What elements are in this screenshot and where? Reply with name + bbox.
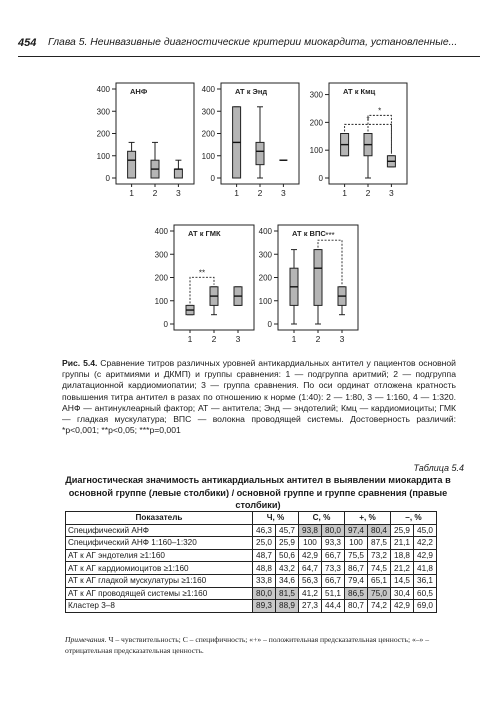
y-tick-label: 100 bbox=[309, 146, 323, 156]
table-cell: 100 bbox=[345, 537, 368, 550]
table-cell: 34,6 bbox=[276, 574, 299, 587]
table-note bbox=[65, 634, 437, 656]
running-title: Глава 5. Неинвазивные диагностические критерии миокардита, установленные... bbox=[48, 37, 458, 48]
table-cell: 86,5 bbox=[345, 587, 368, 600]
x-tick-label: 3 bbox=[176, 188, 181, 198]
table-cell: 14,5 bbox=[391, 574, 414, 587]
row-label: АТ к АГ гладкой мускулатуры ≥1:160 bbox=[66, 574, 253, 587]
table-cell: 66,7 bbox=[322, 549, 345, 562]
table-cell: 46,3 bbox=[253, 524, 276, 537]
figure-caption-label: Рис. 5.4. bbox=[62, 358, 98, 368]
diagnostic-table bbox=[65, 511, 437, 613]
box-1 bbox=[186, 305, 194, 314]
table-cell: 43,2 bbox=[276, 562, 299, 575]
table-row bbox=[66, 600, 437, 613]
table-row bbox=[66, 587, 437, 600]
table-title: Диагностическая значимость антикардиальных антител в выявлении миокардита в основной группе (левые столбики) / основной группе и группе сравнения (правые столбики) bbox=[65, 475, 451, 510]
table-cell: 75,5 bbox=[345, 549, 368, 562]
table-cell: 36,1 bbox=[414, 574, 437, 587]
y-tick-label: 0 bbox=[105, 174, 110, 183]
panel-title: АТ к ВПС bbox=[292, 229, 326, 238]
x-tick-label: 2 bbox=[211, 334, 217, 344]
table-row bbox=[66, 562, 437, 575]
header-rule bbox=[18, 56, 480, 57]
table-cell: 50,6 bbox=[276, 549, 299, 562]
header-specificity: С, % bbox=[299, 512, 345, 525]
y-tick-label: 400 bbox=[154, 227, 168, 236]
table-cell: 80,0 bbox=[253, 587, 276, 600]
box-iqr bbox=[174, 169, 182, 178]
row-label: АТ к АГ проводящей системы ≥1:160 bbox=[66, 587, 253, 600]
table-cell: 56,3 bbox=[299, 574, 322, 587]
table-cell: 30,4 bbox=[391, 587, 414, 600]
panel-title: АНФ bbox=[130, 87, 148, 96]
box-iqr bbox=[128, 151, 136, 178]
table-cell: 81,5 bbox=[276, 587, 299, 600]
box-iqr bbox=[314, 250, 322, 306]
table-cell: 75,0 bbox=[368, 587, 391, 600]
y-tick-label: 300 bbox=[154, 250, 168, 260]
table-cell: 42,9 bbox=[414, 549, 437, 562]
y-tick-label: 200 bbox=[258, 273, 272, 283]
box-3 bbox=[387, 156, 395, 167]
table-cell: 21,1 bbox=[391, 537, 414, 550]
box-1 bbox=[233, 107, 241, 178]
table-row bbox=[66, 574, 437, 587]
boxplot-at-vps bbox=[258, 218, 368, 348]
x-tick-label: 1 bbox=[342, 188, 347, 198]
panel-title: АТ к Энд bbox=[235, 87, 268, 96]
table-cell: 69,0 bbox=[414, 600, 437, 613]
row-label: Кластер 3–8 bbox=[66, 600, 253, 613]
table-cell: 60,5 bbox=[414, 587, 437, 600]
table-note-label: Примечания. bbox=[65, 635, 107, 644]
table-cell: 80,4 bbox=[368, 524, 391, 537]
header-negative-predictive: –, % bbox=[391, 512, 437, 525]
x-tick-label: 2 bbox=[365, 188, 371, 198]
table-cell: 42,9 bbox=[299, 549, 322, 562]
x-tick-label: 1 bbox=[129, 188, 134, 198]
y-tick-label: 300 bbox=[201, 107, 215, 117]
table-cell: 51,1 bbox=[322, 587, 345, 600]
table-row bbox=[66, 537, 437, 550]
y-tick-label: 200 bbox=[96, 129, 110, 139]
table-cell: 42,2 bbox=[414, 537, 437, 550]
table-number: Таблица 5.4 bbox=[413, 463, 464, 473]
x-tick-label: 1 bbox=[187, 334, 193, 344]
y-tick-label: 200 bbox=[154, 273, 168, 283]
table-cell: 18,8 bbox=[391, 549, 414, 562]
box-iqr bbox=[256, 142, 264, 164]
y-tick-label: 100 bbox=[154, 296, 168, 306]
table-cell: 45,0 bbox=[414, 524, 437, 537]
y-tick-label: 0 bbox=[163, 320, 168, 329]
table-cell: 79,4 bbox=[345, 574, 368, 587]
table-cell: 89,3 bbox=[253, 600, 276, 613]
y-tick-label: 0 bbox=[318, 174, 323, 183]
table-cell: 74,2 bbox=[368, 600, 391, 613]
table-cell: 42,9 bbox=[391, 600, 414, 613]
x-tick-label: 1 bbox=[234, 188, 239, 198]
row-label: АТ к АГ эндотелия ≥1:160 bbox=[66, 549, 253, 562]
table-cell: 80,0 bbox=[322, 524, 345, 537]
table-cell: 88,9 bbox=[276, 600, 299, 613]
boxplot-at-end bbox=[201, 76, 309, 202]
table-cell: 48,7 bbox=[253, 549, 276, 562]
boxplot-anf bbox=[84, 76, 204, 202]
table-cell: 41,2 bbox=[299, 587, 322, 600]
y-tick-label: 400 bbox=[201, 85, 215, 94]
table-cell: 66,7 bbox=[322, 574, 345, 587]
header-sensitivity: Ч, % bbox=[253, 512, 299, 525]
row-label: Специфический АНФ 1:160–1:320 bbox=[66, 537, 253, 550]
x-tick-label: 2 bbox=[152, 188, 158, 198]
y-tick-label: 300 bbox=[309, 90, 323, 100]
x-tick-label: 3 bbox=[339, 334, 345, 344]
figure-caption bbox=[62, 358, 456, 436]
table-cell: 97,4 bbox=[345, 524, 368, 537]
y-tick-label: 100 bbox=[258, 296, 272, 306]
table-cell: 74,5 bbox=[368, 562, 391, 575]
y-tick-label: 100 bbox=[96, 151, 110, 161]
y-tick-label: 300 bbox=[258, 250, 272, 260]
significance-label: * bbox=[366, 115, 370, 125]
x-tick-label: 3 bbox=[235, 334, 241, 344]
table-note-text: Ч – чувствительность; С – специфичность; «+» – положительная предсказательная ценность; «–» – отрицательная предсказательная ценность. bbox=[65, 635, 430, 655]
y-tick-label: 400 bbox=[96, 85, 110, 94]
significance-label: ** bbox=[198, 268, 206, 278]
significance-label: * bbox=[378, 106, 382, 116]
figure-caption-text: Сравнение титров различных уровней антикардиальных антител у пациентов основной группы (с аритмиями и ДКМП) и группы сравнения: 1 — подгруппа аритмий; 2 — подгруппа дилатационной кардиомиопатии; 3 — группа сравнения. По оси ординат отложена кратность повышения титра антител в разах по отношению к норме (1:40): 2 — 1:80, 3 — 1:160, 4 — 1:320. АНФ — антинуклеарный фактор; АТ — антитела; Энд — эндотелий; Кмц — кардиомиоциты; ГМК — гладкая мускулатура; ВПС — волокна проводящей системы. Достоверность различий: *p<0,001; **p<0,05; ***p=0,001 bbox=[62, 358, 456, 436]
x-tick-label: 2 bbox=[257, 188, 263, 198]
header-positive-predictive: +, % bbox=[345, 512, 391, 525]
table-cell: 33,8 bbox=[253, 574, 276, 587]
box-1 bbox=[341, 134, 349, 156]
table-cell: 73,2 bbox=[368, 549, 391, 562]
table-cell: 73,3 bbox=[322, 562, 345, 575]
y-tick-label: 200 bbox=[201, 129, 215, 139]
significance-label: *** bbox=[325, 231, 335, 241]
table-cell: 64,7 bbox=[299, 562, 322, 575]
page-number: 454 bbox=[18, 37, 37, 49]
x-tick-label: 3 bbox=[389, 188, 394, 198]
table-cell: 93,8 bbox=[299, 524, 322, 537]
table-cell: 80,7 bbox=[345, 600, 368, 613]
table-cell: 48,8 bbox=[253, 562, 276, 575]
x-tick-label: 1 bbox=[291, 334, 297, 344]
box-3 bbox=[234, 287, 242, 306]
table-cell: 25,9 bbox=[391, 524, 414, 537]
y-tick-label: 0 bbox=[267, 320, 272, 329]
header-indicator: Показатель bbox=[66, 512, 253, 525]
y-tick-label: 400 bbox=[258, 227, 272, 236]
table-cell: 21,2 bbox=[391, 562, 414, 575]
table-row bbox=[66, 524, 437, 537]
table-cell: 100 bbox=[299, 537, 322, 550]
table-cell: 25,9 bbox=[276, 537, 299, 550]
y-tick-label: 100 bbox=[201, 151, 215, 161]
row-label: Специфический АНФ bbox=[66, 524, 253, 537]
table-cell: 45,7 bbox=[276, 524, 299, 537]
x-tick-label: 3 bbox=[281, 188, 286, 198]
table-header-row bbox=[66, 512, 437, 525]
boxplot-at-gmk bbox=[142, 218, 264, 348]
y-tick-label: 300 bbox=[96, 107, 110, 117]
panel-title: АТ к Кмц bbox=[343, 87, 376, 96]
boxplot-at-kmc bbox=[307, 76, 417, 202]
panel-title: АТ к ГМК bbox=[188, 229, 221, 238]
y-tick-label: 200 bbox=[309, 118, 323, 128]
table-cell: 27,3 bbox=[299, 600, 322, 613]
table-cell: 86,7 bbox=[345, 562, 368, 575]
table-cell: 25,0 bbox=[253, 537, 276, 550]
table-row bbox=[66, 549, 437, 562]
table-cell: 93,3 bbox=[322, 537, 345, 550]
table-cell: 41,8 bbox=[414, 562, 437, 575]
row-label: АТ к АГ кардиомиоцитов ≥1:160 bbox=[66, 562, 253, 575]
table-cell: 87,5 bbox=[368, 537, 391, 550]
table-cell: 65,1 bbox=[368, 574, 391, 587]
y-tick-label: 0 bbox=[210, 174, 215, 183]
x-tick-label: 2 bbox=[315, 334, 321, 344]
table-cell: 44,4 bbox=[322, 600, 345, 613]
running-header bbox=[18, 37, 480, 53]
